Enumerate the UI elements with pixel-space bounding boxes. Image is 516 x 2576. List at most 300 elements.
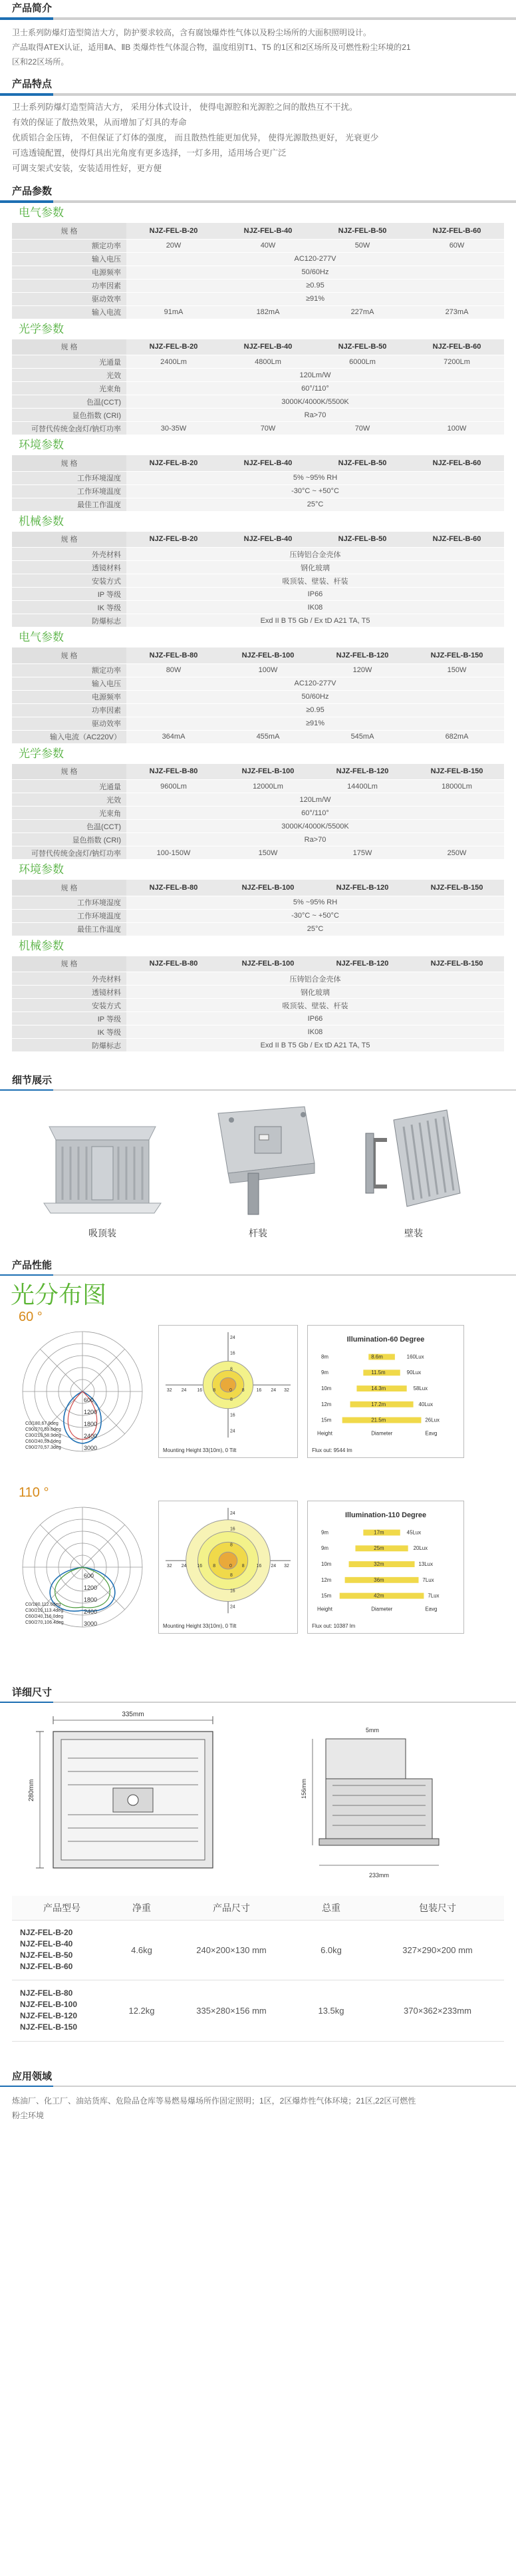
cell: 150W bbox=[221, 846, 315, 860]
cell: AC120-277V bbox=[126, 677, 504, 690]
cell: 227mA bbox=[315, 305, 410, 319]
row-label: IP 等级 bbox=[12, 588, 126, 601]
illum-col-label: Eavg bbox=[425, 1430, 438, 1437]
column-header: 总重 bbox=[291, 1896, 371, 1920]
beam-110-label: 110 ° bbox=[19, 1485, 49, 1500]
model-cell: NJZ-FEL-B-80 bbox=[126, 764, 221, 780]
cell: 12000Lm bbox=[221, 780, 315, 793]
model-name: NJZ-FEL-B-20 bbox=[20, 1928, 73, 1937]
performance-row-110 bbox=[0, 1501, 516, 1660]
intro-line: 卫士系列防爆灯造型简洁大方，防护要求较高，含有腐蚀爆炸性气体以及粉尘场所的大面积照明设计。 bbox=[12, 28, 372, 37]
cell: 20W bbox=[126, 239, 221, 252]
cell: 60°/110° bbox=[126, 382, 504, 395]
intro-line: 产品取得ATEX认证，适用ⅡA、ⅡB 类爆炸性气体混合物，温度组别T1、T5 的1区和2区场所及可燃性粉尘环境的21 bbox=[12, 43, 411, 52]
table-header-row bbox=[12, 532, 504, 548]
illum-diameter: 11.5m bbox=[371, 1370, 386, 1376]
cell: 150W bbox=[410, 663, 504, 677]
mounting-caption: Mounting Height 33(10m), 0 Tilt bbox=[162, 1447, 237, 1454]
cell: 9600Lm bbox=[126, 780, 221, 793]
polar-legend-item: C60/240,59.6deg bbox=[25, 1439, 61, 1444]
cell: 40W bbox=[221, 239, 315, 252]
table-row bbox=[12, 471, 504, 484]
illum-eavg: 160Lux bbox=[406, 1354, 424, 1360]
row-label: 光效 bbox=[12, 793, 126, 807]
feature-item: 可选透镜配置，使得灯具出光角度有更多选择，一灯多用，适用场合更广泛 bbox=[12, 148, 287, 158]
section-title-params: 产品参数 bbox=[12, 186, 53, 197]
polar-ring-label: 600 bbox=[84, 1397, 94, 1403]
illum-eavg: 13Lux bbox=[418, 1561, 434, 1568]
iso-vtick: 8 bbox=[229, 1543, 233, 1548]
table-row bbox=[12, 588, 504, 601]
iso-tick: 32 bbox=[284, 1564, 289, 1568]
cell: 100W bbox=[410, 422, 504, 435]
cell: 91mA bbox=[126, 305, 221, 319]
illum-height: 9m bbox=[321, 1370, 328, 1376]
cell: 吸顶装、壁装、杆装 bbox=[126, 574, 504, 588]
illum-diameter: 42m bbox=[374, 1592, 384, 1599]
row-label: 最佳工作温度 bbox=[12, 498, 126, 511]
iso-vtick: 16 bbox=[229, 1351, 235, 1356]
row-label: 可替代传统金卤灯/钠灯功率 bbox=[12, 846, 126, 860]
table-row bbox=[12, 422, 504, 435]
polar-legend-item: C90/270,59.6deg bbox=[25, 1427, 61, 1432]
model-name: NJZ-FEL-B-80 bbox=[20, 1988, 73, 1998]
application-line: 炼油厂、化工厂、油站货库、危险品仓库等易燃易爆场所作固定照明；1区，2区爆炸性气体环境；21区,22区可燃性 bbox=[12, 2096, 416, 2106]
model-cell: NJZ-FEL-B-40 bbox=[221, 455, 315, 471]
row-label: 显色指数 (CRI) bbox=[12, 833, 126, 846]
cell: 455mA bbox=[221, 730, 315, 743]
cell: 70W bbox=[315, 422, 410, 435]
illum-diameter: 17.2m bbox=[371, 1401, 386, 1407]
cell: Exd II B T5 Gb / Ex tD A21 TA, T5 bbox=[126, 1039, 504, 1052]
illum-col-label: Diameter bbox=[371, 1430, 393, 1437]
row-label: 防爆标志 bbox=[12, 614, 126, 628]
illum-eavg: 45Lux bbox=[406, 1529, 422, 1536]
polar-legend-item: C90/270,106.4deg bbox=[25, 1620, 64, 1625]
polar-ring-label: 600 bbox=[84, 1572, 94, 1579]
cell: Ra>70 bbox=[126, 409, 504, 422]
electrical-table-a bbox=[12, 223, 504, 319]
model-cell: NJZ-FEL-B-20 bbox=[126, 455, 221, 471]
polar-ring-label: 1200 bbox=[84, 1409, 98, 1415]
model-name: NJZ-FEL-B-50 bbox=[20, 1950, 73, 1960]
row-label: 光效 bbox=[12, 369, 126, 382]
model-name: NJZ-FEL-B-100 bbox=[20, 2000, 78, 2009]
model-cell: NJZ-FEL-B-120 bbox=[315, 647, 410, 663]
section-title-details: 细节展示 bbox=[12, 1075, 53, 1086]
model-cell: NJZ-FEL-B-120 bbox=[315, 764, 410, 780]
feature-item: 卫士系列防爆灯造型简洁大方， 采用分体式设计， 使得电源腔和光源腔之间的散热互不干扰。 bbox=[12, 102, 358, 112]
illum-height: 15m bbox=[321, 1417, 332, 1423]
performance-row-60 bbox=[0, 1325, 516, 1485]
table-row bbox=[12, 252, 504, 266]
cell: 25°C bbox=[126, 498, 504, 511]
polar-legend-item: C0/180,67.8deg bbox=[25, 1421, 59, 1426]
side-top-label: 5mm bbox=[366, 1727, 379, 1734]
row-label: 输入电流（AC220V） bbox=[12, 730, 126, 743]
illum-diameter: 8.6m bbox=[371, 1354, 383, 1360]
table-row bbox=[12, 355, 504, 369]
illumination-chart-60 bbox=[307, 1325, 464, 1458]
model-cell: NJZ-FEL-B-60 bbox=[410, 223, 504, 239]
cell: 120Lm/W bbox=[126, 793, 504, 807]
cell: 6000Lm bbox=[315, 355, 410, 369]
table-row bbox=[12, 820, 504, 833]
mechanical-table-a bbox=[12, 532, 504, 628]
polar-ring-label: 1800 bbox=[84, 1596, 98, 1603]
illum-diameter: 14.3m bbox=[371, 1385, 386, 1392]
illum-height: 12m bbox=[321, 1576, 332, 1583]
feature-item: 可调支架式安装，安装适用性好，更方便 bbox=[12, 164, 162, 173]
environment-table-a bbox=[12, 455, 504, 512]
environment-table-b bbox=[12, 880, 504, 936]
illum-eavg: 58Lux bbox=[413, 1385, 428, 1392]
table-row bbox=[12, 614, 504, 628]
row-label: 安装方式 bbox=[12, 574, 126, 588]
subsection-optical-a: 光学参数 bbox=[19, 322, 64, 335]
polar-chart-110 bbox=[16, 1501, 149, 1634]
model-cell: NJZ-FEL-B-100 bbox=[221, 956, 315, 972]
table-header-row bbox=[12, 764, 504, 780]
cell: IK08 bbox=[126, 601, 504, 614]
spec-label: 规 格 bbox=[12, 764, 126, 780]
column-header: 包装尺寸 bbox=[371, 1896, 504, 1920]
iso-vtick: 8 bbox=[229, 1367, 233, 1372]
mechanical-table-b bbox=[12, 956, 504, 1053]
cell: 50W bbox=[315, 239, 410, 252]
section-title-performance: 产品性能 bbox=[12, 1260, 53, 1271]
illum-height: 9m bbox=[321, 1545, 328, 1552]
iso-tick: 16 bbox=[197, 1388, 203, 1393]
model-cell: NJZ-FEL-B-40 bbox=[221, 339, 315, 355]
model-cell: NJZ-FEL-B-40 bbox=[221, 223, 315, 239]
model-cell: NJZ-FEL-B-20 bbox=[126, 339, 221, 355]
illum-eavg: 20Lux bbox=[413, 1545, 428, 1552]
features-list bbox=[0, 96, 516, 183]
illum-height: 10m bbox=[321, 1385, 332, 1392]
iso-vtick: 24 bbox=[229, 1335, 235, 1340]
illum-flux: Flux out: 9544 lm bbox=[312, 1447, 352, 1454]
polar-legend-item: C0/180,112.0deg bbox=[25, 1602, 61, 1607]
row-label: 额定功率 bbox=[12, 239, 126, 252]
cell: ≥0.95 bbox=[126, 703, 504, 717]
row-label: 工作环境温度 bbox=[12, 484, 126, 498]
table-row bbox=[12, 807, 504, 820]
table-header-row bbox=[12, 956, 504, 972]
cell: 80W bbox=[126, 663, 221, 677]
model-name: NJZ-FEL-B-40 bbox=[20, 1939, 73, 1948]
polar-legend-item: C60/240,116.0deg bbox=[25, 1614, 64, 1619]
row-label: 工作环境温度 bbox=[12, 909, 126, 922]
isolux-chart-110 bbox=[158, 1501, 298, 1634]
dimension-drawings bbox=[0, 1703, 516, 1896]
optical-table-a bbox=[12, 339, 504, 436]
iso-tick: 8 bbox=[213, 1388, 216, 1393]
cell: 4800Lm bbox=[221, 355, 315, 369]
iso-vtick: 16 bbox=[229, 1527, 235, 1532]
row-label: 光通量 bbox=[12, 780, 126, 793]
illum-diameter: 17m bbox=[374, 1529, 384, 1536]
table-row bbox=[12, 484, 504, 498]
subsection-electrical-b: 电气参数 bbox=[19, 631, 64, 644]
iso-tick: 8 bbox=[213, 1564, 216, 1568]
table-row bbox=[12, 1039, 504, 1052]
illum-eavg: 7Lux bbox=[422, 1576, 434, 1583]
side-depth-label: 233mm bbox=[368, 1872, 390, 1879]
cell: 14400Lm bbox=[315, 780, 410, 793]
model-cell: NJZ-FEL-B-50 bbox=[315, 532, 410, 548]
cell: 5% ~95% RH bbox=[126, 471, 504, 484]
polar-ring-label: 2400 bbox=[84, 1608, 98, 1615]
table-row bbox=[12, 574, 504, 588]
subsection-environment-a: 环境参数 bbox=[19, 439, 64, 451]
model-cell: NJZ-FEL-B-150 bbox=[410, 880, 504, 896]
table-header-row bbox=[12, 455, 504, 471]
cell: 364mA bbox=[126, 730, 221, 743]
row-label: IK 等级 bbox=[12, 601, 126, 614]
row-label: 防爆标志 bbox=[12, 1039, 126, 1052]
model-cell: NJZ-FEL-B-20 bbox=[126, 532, 221, 548]
iso-tick: 24 bbox=[271, 1388, 277, 1393]
table-row bbox=[12, 409, 504, 422]
cell: Ra>70 bbox=[126, 833, 504, 846]
height-label: 280mm bbox=[28, 1779, 35, 1801]
cell: AC120-277V bbox=[126, 252, 504, 266]
table-row bbox=[12, 601, 504, 614]
cell: 7200Lm bbox=[410, 355, 504, 369]
detail-pole-mount bbox=[185, 1100, 331, 1257]
model-cell: NJZ-FEL-B-120 bbox=[315, 880, 410, 896]
isolux-chart-60 bbox=[158, 1325, 298, 1458]
cell: 5% ~95% RH bbox=[126, 896, 504, 909]
row-label: 光束角 bbox=[12, 807, 126, 820]
spec-label: 规 格 bbox=[12, 647, 126, 663]
table-header-row bbox=[12, 1896, 504, 1920]
cell: ≥91% bbox=[126, 292, 504, 305]
table-row bbox=[12, 266, 504, 279]
cell: Exd II B T5 Gb / Ex tD A21 TA, T5 bbox=[126, 614, 504, 628]
gross-weight: 13.5kg bbox=[291, 1980, 371, 2041]
row-label: 额定功率 bbox=[12, 663, 126, 677]
cell: 吸顶装、壁装、杆装 bbox=[126, 999, 504, 1012]
detail-wall-mount bbox=[340, 1100, 487, 1257]
model-cell: NJZ-FEL-B-120 bbox=[315, 956, 410, 972]
subsection-electrical-a: 电气参数 bbox=[19, 206, 64, 219]
cell: 250W bbox=[410, 846, 504, 860]
illum-eavg: 40Lux bbox=[418, 1401, 434, 1407]
package-size: 327×290×200 mm bbox=[371, 1920, 504, 1980]
model-cell: NJZ-FEL-B-60 bbox=[410, 455, 504, 471]
cell: 60°/110° bbox=[126, 807, 504, 820]
table-row bbox=[12, 846, 504, 860]
cell: 545mA bbox=[315, 730, 410, 743]
pole-mount-image bbox=[192, 1100, 324, 1216]
illum-title: Illumination-60 Degree bbox=[346, 1335, 425, 1344]
column-header: 产品型号 bbox=[12, 1896, 112, 1920]
application-line: 粉尘环境 bbox=[12, 2110, 45, 2120]
subsection-optical-b: 光学参数 bbox=[19, 747, 64, 760]
optical-table-b bbox=[12, 764, 504, 860]
iso-tick: 24 bbox=[181, 1564, 187, 1568]
illum-height: 15m bbox=[321, 1592, 332, 1599]
model-name: NJZ-FEL-B-120 bbox=[20, 2011, 78, 2020]
iso-tick: 32 bbox=[166, 1388, 172, 1393]
polar-legend-item: C90/270,57.3deg bbox=[25, 1445, 61, 1450]
cell: 100-150W bbox=[126, 846, 221, 860]
polar-ring-label: 3000 bbox=[84, 1445, 98, 1451]
model-cell: NJZ-FEL-B-100 bbox=[221, 880, 315, 896]
detail-ceiling-mount bbox=[29, 1100, 176, 1257]
illum-eavg: 90Lux bbox=[406, 1370, 422, 1376]
cell: 3000K/4000K/5500K bbox=[126, 820, 504, 833]
model-cell: NJZ-FEL-B-80 bbox=[126, 880, 221, 896]
wall-mount-image bbox=[347, 1100, 480, 1216]
cell: 273mA bbox=[410, 305, 504, 319]
row-label: 电源频率 bbox=[12, 266, 126, 279]
width-label: 335mm bbox=[122, 1711, 144, 1718]
table-row bbox=[12, 896, 504, 909]
table-row bbox=[12, 561, 504, 574]
illum-eavg: 26Lux bbox=[425, 1417, 440, 1423]
table-row bbox=[12, 395, 504, 409]
column-header: 净重 bbox=[112, 1896, 172, 1920]
row-label: 光束角 bbox=[12, 382, 126, 395]
cell: 50/60Hz bbox=[126, 266, 504, 279]
cell: ≥91% bbox=[126, 717, 504, 730]
iso-vtick: 24 bbox=[229, 1511, 235, 1516]
table-row bbox=[12, 793, 504, 807]
iso-tick: 8 bbox=[241, 1564, 245, 1568]
cell: IP66 bbox=[126, 1012, 504, 1025]
iso-tick: 0 bbox=[229, 1388, 232, 1393]
iso-tick: 0 bbox=[229, 1564, 232, 1568]
illum-diameter: 25m bbox=[374, 1545, 384, 1552]
subsection-mechanical-a: 机械参数 bbox=[19, 514, 64, 528]
table-row bbox=[12, 663, 504, 677]
light-distribution-title: 光分布图 bbox=[11, 1281, 107, 1308]
row-label: 外壳材料 bbox=[12, 548, 126, 561]
model-cell: NJZ-FEL-B-150 bbox=[410, 764, 504, 780]
iso-vtick: 8 bbox=[229, 1572, 233, 1578]
model-name: NJZ-FEL-B-150 bbox=[20, 2022, 78, 2032]
table-row bbox=[12, 909, 504, 922]
feature-item: 优质铝合金压铸， 不但保证了灯体的强度， 而且散热性能更加优异， 使得光源散热更好， 光衰更少 bbox=[12, 133, 379, 142]
illum-diameter: 32m bbox=[374, 1561, 384, 1568]
table-row bbox=[12, 703, 504, 717]
cell: -30°C ~ +50°C bbox=[126, 909, 504, 922]
illum-col-label: Diameter bbox=[371, 1606, 393, 1612]
table-row bbox=[12, 677, 504, 690]
table-header-row bbox=[12, 223, 504, 239]
intro-line: 区和22区场所。 bbox=[12, 57, 69, 67]
row-label: 输入电压 bbox=[12, 252, 126, 266]
table-row bbox=[12, 1025, 504, 1039]
row-label: 工作环境湿度 bbox=[12, 471, 126, 484]
cell: ≥0.95 bbox=[126, 279, 504, 292]
product-size: 240×200×130 mm bbox=[172, 1920, 291, 1980]
polar-ring-label: 2400 bbox=[84, 1433, 98, 1439]
iso-vtick: 16 bbox=[229, 1413, 235, 1418]
illum-eavg: 7Lux bbox=[428, 1592, 440, 1599]
table-header-row bbox=[12, 647, 504, 663]
illum-col-label: Height bbox=[317, 1606, 332, 1612]
cell: 182mA bbox=[221, 305, 315, 319]
row-label: 最佳工作温度 bbox=[12, 922, 126, 936]
table-row bbox=[12, 986, 504, 999]
table-row bbox=[12, 1012, 504, 1025]
model-cell: NJZ-FEL-B-50 bbox=[315, 339, 410, 355]
row-label: 电源频率 bbox=[12, 690, 126, 703]
model-cell: NJZ-FEL-B-100 bbox=[221, 647, 315, 663]
table-row bbox=[12, 730, 504, 743]
row-label: 外壳材料 bbox=[12, 972, 126, 986]
row-label: 光通量 bbox=[12, 355, 126, 369]
gross-weight: 6.0kg bbox=[291, 1920, 371, 1980]
product-size: 335×280×156 mm bbox=[172, 1980, 291, 2041]
table-row bbox=[12, 922, 504, 936]
illum-height: 12m bbox=[321, 1401, 332, 1407]
front-view-drawing bbox=[27, 1708, 246, 1895]
table-row bbox=[12, 305, 504, 319]
table-header-row bbox=[12, 880, 504, 896]
cell: 120Lm/W bbox=[126, 369, 504, 382]
cell: 压铸铝合金壳体 bbox=[126, 548, 504, 561]
iso-tick: 32 bbox=[284, 1388, 289, 1393]
row-label: 安装方式 bbox=[12, 999, 126, 1012]
beam-60-label: 60 ° bbox=[19, 1310, 43, 1324]
applications-text bbox=[0, 2087, 516, 2129]
model-cell: NJZ-FEL-B-50 bbox=[315, 455, 410, 471]
row-label: 输入电流 bbox=[12, 305, 126, 319]
row-label: 透镜材料 bbox=[12, 561, 126, 574]
iso-vtick: 24 bbox=[229, 1429, 235, 1434]
spec-label: 规 格 bbox=[12, 339, 126, 355]
iso-vtick: 16 bbox=[229, 1588, 235, 1594]
row-label: 色温(CCT) bbox=[12, 395, 126, 409]
feature-item: 有效的保证了散热效果，从而增加了灯具的寿命 bbox=[12, 118, 187, 127]
model-list bbox=[12, 1920, 112, 1980]
row-label: 工作环境湿度 bbox=[12, 896, 126, 909]
table-row bbox=[12, 833, 504, 846]
polar-ring-label: 1800 bbox=[84, 1421, 98, 1427]
intro-text bbox=[0, 20, 516, 76]
iso-vtick: 8 bbox=[229, 1397, 233, 1402]
model-name: NJZ-FEL-B-60 bbox=[20, 1962, 73, 1971]
table-row bbox=[12, 382, 504, 395]
row-label: 显色指数 (CRI) bbox=[12, 409, 126, 422]
iso-tick: 16 bbox=[197, 1564, 203, 1568]
detail-caption: 杆装 bbox=[249, 1228, 267, 1238]
subsection-environment-b: 环境参数 bbox=[19, 863, 64, 876]
column-header: 产品尺寸 bbox=[172, 1896, 291, 1920]
row-label: 透镜材料 bbox=[12, 986, 126, 999]
spec-label: 规 格 bbox=[12, 223, 126, 239]
polar-ring-label: 1200 bbox=[84, 1584, 98, 1591]
row-label: 可替代传统金卤灯/钠灯功率 bbox=[12, 422, 126, 435]
cell: 25°C bbox=[126, 922, 504, 936]
illum-col-label: Height bbox=[317, 1430, 332, 1437]
illum-title: Illumination-110 Degree bbox=[344, 1511, 427, 1519]
table-row bbox=[12, 548, 504, 561]
illum-height: 10m bbox=[321, 1561, 332, 1568]
row-label: 输入电压 bbox=[12, 677, 126, 690]
polar-legend-item: C30/210,58.9deg bbox=[25, 1433, 61, 1438]
spec-label: 规 格 bbox=[12, 880, 126, 896]
illum-diameter: 21.5m bbox=[371, 1417, 386, 1423]
illumination-chart-110 bbox=[307, 1501, 464, 1634]
detail-caption: 壁装 bbox=[404, 1228, 423, 1238]
section-title-intro: 产品简介 bbox=[12, 3, 53, 14]
